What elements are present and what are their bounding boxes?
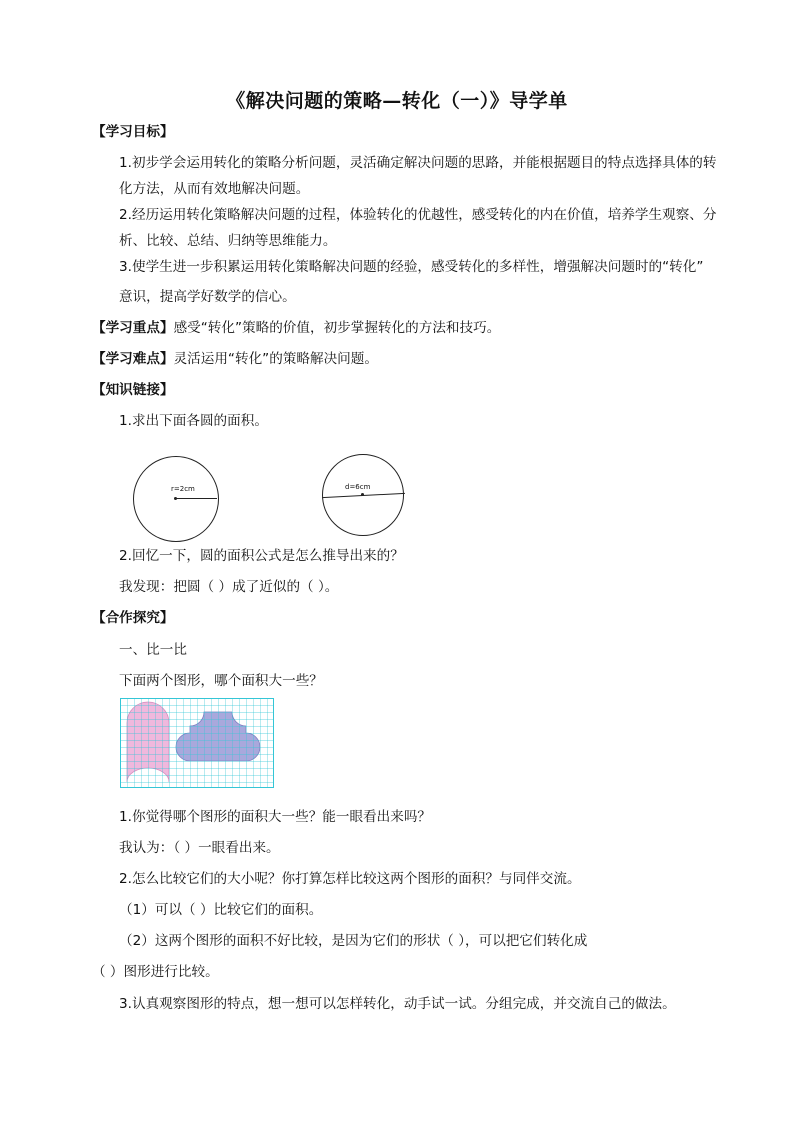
- explore-answer-1: 我认为：（ ）一眼看出来。: [119, 840, 280, 856]
- explore-question-2: 2.怎么比较它们的大小呢？你打算怎样比较这两个图形的面积？与同伴交流。: [119, 871, 581, 887]
- center-dot: [174, 497, 177, 500]
- found-sentence: 我发现：把圆（ ）成了近似的（ ）。: [119, 579, 339, 595]
- knowledge-question-2: 2.回忆一下，圆的面积公式是怎么推导出来的？: [119, 548, 404, 564]
- difficulty-row: [92, 353, 378, 367]
- difficulty-text: 灵活运用“转化”的策略解决问题。: [173, 351, 378, 367]
- explore-prompt: 下面两个图形，哪个面积大一些？: [119, 673, 323, 689]
- goal-1-line-1: 1.初步学会运用转化的策略分析问题，灵活确定解决问题的思路，并能根据题目的特点选择具体的转: [119, 155, 717, 171]
- goal-2-line-1: 2.经历运用转化策略解决问题的过程，体验转化的优越性，感受转化的内在价值，培养学生观察、分: [119, 207, 717, 223]
- circle-radius-figure: [133, 456, 219, 542]
- center-dot: [361, 493, 364, 496]
- explore-sub-1: （1）可以（ ）比较它们的面积。: [119, 902, 323, 918]
- grid-shapes-figure: [120, 698, 274, 788]
- grid-lines: [120, 698, 274, 788]
- explore-heading: 【合作探究】: [92, 610, 174, 626]
- key-point-row: [92, 322, 500, 336]
- explore-question-1: 1.你觉得哪个图形的面积大一些？能一眼看出来吗？: [119, 809, 432, 825]
- radius-label: r=2cm: [171, 485, 195, 493]
- explore-sub-2-line-1: （2）这两个图形的面积不好比较，是因为它们的形状（ ），可以把它们转化成: [119, 933, 588, 949]
- goal-1-line-2: 化方法，从而有效地解决问题。: [119, 181, 310, 197]
- key-point-label: 【学习重点】: [92, 320, 174, 336]
- radius-line: [175, 498, 217, 499]
- goal-3-line-2: 意识，提高学好数学的信心。: [119, 289, 296, 305]
- knowledge-heading: 【知识链接】: [92, 382, 174, 398]
- goals-heading: 【学习目标】: [92, 124, 174, 140]
- goal-3-line-1: 3.使学生进一步积累运用转化策略解决问题的经验，感受转化的多样性，增强解决问题时的“转化”: [119, 259, 704, 275]
- knowledge-question-1: 1.求出下面各圆的面积。: [119, 413, 268, 429]
- diameter-label: d=6cm: [345, 483, 371, 491]
- circle-diameter-figure: [322, 454, 404, 536]
- difficulty-label: 【学习难点】: [92, 351, 174, 367]
- goal-2-line-2: 析、比较、总结、归纳等思维能力。: [119, 233, 337, 249]
- key-point-text: 感受“转化”策略的价值，初步掌握转化的方法和技巧。: [173, 320, 501, 336]
- explore-sub-2-line-2: （ ）图形进行比较。: [92, 964, 219, 980]
- explore-question-3: 3.认真观察图形的特点，想一想可以怎样转化，动手试一试。分组完成，并交流自己的做法。: [119, 996, 676, 1012]
- page-title: 《解决问题的策略—转化（一）》导学单: [226, 90, 568, 112]
- explore-section-title: 一、比一比: [119, 642, 187, 658]
